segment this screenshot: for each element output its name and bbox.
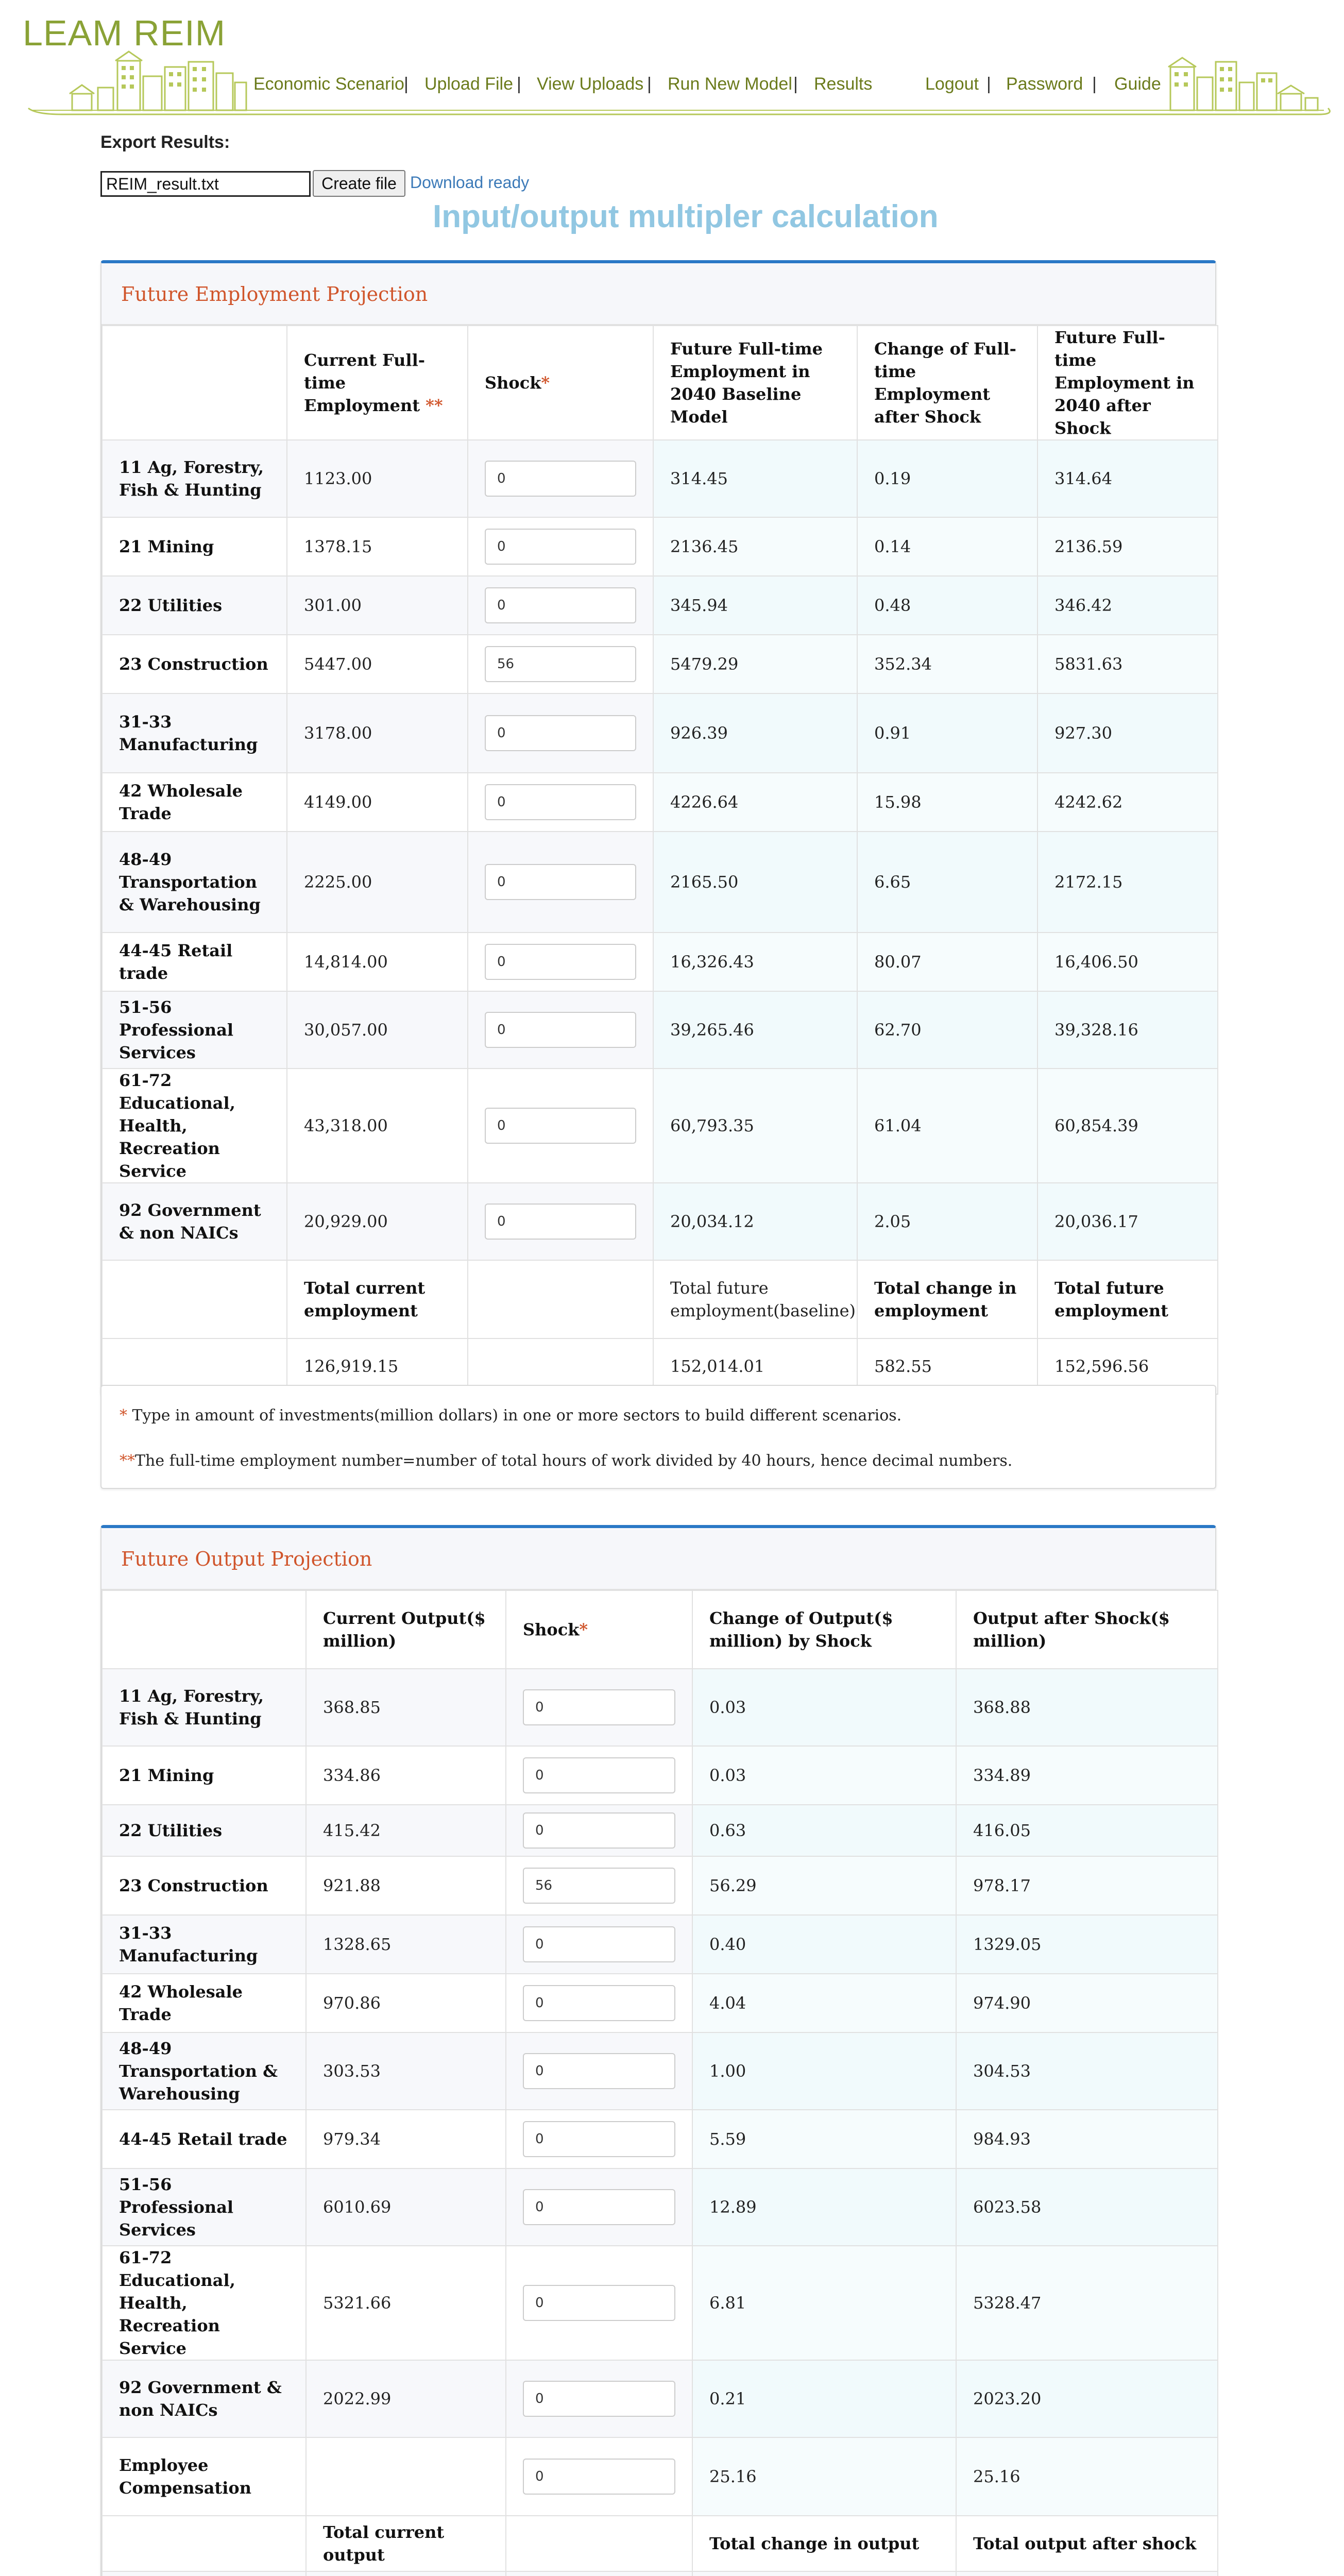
change-employment-value: 0.14 [857, 517, 1037, 576]
change-output-value: 0.40 [692, 1915, 956, 1974]
shock-cell [468, 635, 653, 693]
change-output-value: 5.59 [692, 2110, 956, 2168]
employment-panel-title: Future Employment Projection [101, 263, 1215, 325]
total-change-employment-label: Total change in employment [857, 1260, 1037, 1338]
shock-input[interactable] [485, 1204, 636, 1240]
shock-input[interactable] [485, 784, 636, 820]
table-row [102, 2437, 1218, 2516]
output-total-label-row [102, 2516, 1218, 2571]
current-employment-value: 14,814.00 [287, 933, 468, 991]
shock-input[interactable] [523, 1926, 675, 1962]
header-output-after-shock: Output after Shock($ million) [956, 1590, 1218, 1669]
shock-input[interactable] [523, 2053, 675, 2089]
sector-label: 11 Ag, Forestry, Fish & Hunting [102, 440, 287, 517]
table-row [102, 773, 1218, 832]
shock-cell [506, 2110, 692, 2168]
change-output-value: 25.16 [692, 2437, 956, 2516]
current-output-value: 368.85 [306, 1669, 506, 1746]
shock-input[interactable] [485, 646, 636, 682]
header-shock [468, 326, 653, 440]
shock-cell [506, 1915, 692, 1974]
table-row [102, 693, 1218, 773]
sector-label: 21 Mining [102, 1746, 306, 1805]
current-employment-value: 4149.00 [287, 773, 468, 832]
shock-input[interactable] [523, 1689, 675, 1725]
output-after-shock-value: 1329.05 [956, 1915, 1218, 1974]
baseline-employment-value: 345.94 [653, 576, 857, 635]
after-shock-employment-value: 346.42 [1037, 576, 1218, 635]
footnote-shock-text: Type in amount of investments(million dollars) in one or more sectors to build different scenarios. [132, 1406, 902, 1425]
after-shock-employment-value: 927.30 [1037, 693, 1218, 773]
sector-label: 44-45 Retail trade [102, 2110, 306, 2168]
sector-label: 51-56 Professional Services [102, 991, 287, 1069]
header-change-employment: Change of Full-time Employment after Shock [857, 326, 1037, 440]
baseline-employment-value: 60,793.35 [653, 1069, 857, 1183]
total-after-shock-employment-label: Total future employment [1037, 1260, 1218, 1338]
sector-label: 42 Wholesale Trade [102, 1974, 306, 2032]
table-row [102, 933, 1218, 991]
sector-label: 11 Ag, Forestry, Fish & Hunting [102, 1669, 306, 1746]
sector-label: 51-56 Professional Services [102, 2168, 306, 2246]
change-output-value: 1.00 [692, 2032, 956, 2110]
sector-label: 31-33 Manufacturing [102, 693, 287, 773]
sector-label: 21 Mining [102, 517, 287, 576]
change-employment-value: 352.34 [857, 635, 1037, 693]
current-employment-value: 30,057.00 [287, 991, 468, 1069]
baseline-employment-value: 2136.45 [653, 517, 857, 576]
empty-cell [506, 2571, 692, 2576]
shock-cell [506, 2437, 692, 2516]
empty-cell [102, 2571, 306, 2576]
shock-input[interactable] [485, 715, 636, 751]
employment-header-row [102, 326, 1218, 440]
table-row [102, 991, 1218, 1069]
empty-cell [102, 2516, 306, 2571]
table-row [102, 832, 1218, 933]
sector-label: 61-72 Educational, Health, Recreation Service [102, 1069, 287, 1183]
baseline-employment-value: 4226.64 [653, 773, 857, 832]
output-after-shock-value: 978.17 [956, 1856, 1218, 1915]
header-sector [102, 326, 287, 440]
total-change-output-value [692, 2571, 956, 2576]
output-after-shock-value: 6023.58 [956, 2168, 1218, 2246]
footnotes-panel [100, 1385, 1216, 1489]
shock-input[interactable] [523, 1757, 675, 1793]
after-shock-employment-value: 20,036.17 [1037, 1183, 1218, 1260]
shock-input[interactable] [523, 2189, 675, 2225]
shock-cell [506, 1746, 692, 1805]
sector-label: 92 Government & non NAICs [102, 1183, 287, 1260]
output-table [101, 1590, 1218, 2576]
output-after-shock-value: 368.88 [956, 1669, 1218, 1746]
export-results-label: Export Results: [100, 132, 230, 152]
empty-cell [102, 1260, 287, 1338]
change-employment-value: 80.07 [857, 933, 1037, 991]
change-output-value: 12.89 [692, 2168, 956, 2246]
shock-cell [468, 933, 653, 991]
empty-cell [506, 2516, 692, 2571]
after-shock-employment-value: 60,854.39 [1037, 1069, 1218, 1183]
sector-label: 22 Utilities [102, 576, 287, 635]
nav-results[interactable]: Results [814, 74, 873, 94]
table-row [102, 1915, 1218, 1974]
current-output-value: 415.42 [306, 1805, 506, 1856]
shock-input[interactable] [523, 1812, 675, 1849]
nav-separator: | [1092, 74, 1097, 94]
table-row [102, 576, 1218, 635]
current-output-value: 979.34 [306, 2110, 506, 2168]
nav-upload-file[interactable]: Upload File [424, 74, 513, 94]
output-after-shock-value: 334.89 [956, 1746, 1218, 1805]
double-asterisk-marker: ** [120, 1452, 135, 1470]
header-current-employment-label: Current Full-time Employment [304, 350, 426, 415]
current-output-value: 5321.66 [306, 2246, 506, 2360]
site-logo[interactable]: LEAM REIM [23, 13, 226, 53]
shock-input[interactable] [523, 2381, 675, 2417]
nav-separator: | [517, 74, 521, 94]
shock-cell [468, 576, 653, 635]
table-row [102, 2360, 1218, 2437]
current-output-value [306, 2437, 506, 2516]
after-shock-employment-value: 5831.63 [1037, 635, 1218, 693]
total-current-employment-value: 126,919.15 [287, 1338, 468, 1394]
total-current-employment-label: Total current employment [287, 1260, 468, 1338]
nav-password[interactable]: Password [1006, 74, 1083, 94]
change-employment-value: 61.04 [857, 1069, 1037, 1183]
header-shock-label: Shock [523, 1620, 580, 1639]
shock-input[interactable] [485, 1108, 636, 1144]
nav-view-uploads[interactable]: View Uploads [537, 74, 644, 94]
change-employment-value: 0.48 [857, 576, 1037, 635]
nav-separator: | [793, 74, 798, 94]
total-current-output-label: Total current output [306, 2516, 506, 2571]
asterisk-marker: * [579, 1620, 588, 1639]
change-output-value: 0.21 [692, 2360, 956, 2437]
nav-run-new-model[interactable]: Run New Model [668, 74, 792, 94]
total-baseline-employment-label: Total future employment(baseline) [653, 1260, 857, 1338]
shock-input[interactable] [523, 1868, 675, 1904]
shock-cell [468, 517, 653, 576]
employment-table [101, 325, 1218, 1395]
nav-economic-scenario[interactable]: Economic Scenario [253, 74, 404, 94]
footnote-employment [120, 1452, 1012, 1470]
shock-input[interactable] [523, 2121, 675, 2157]
output-after-shock-value: 416.05 [956, 1805, 1218, 1856]
sector-label: Employee Compensation [102, 2437, 306, 2516]
baseline-employment-value: 20,034.12 [653, 1183, 857, 1260]
change-output-value: 0.03 [692, 1746, 956, 1805]
table-row [102, 1805, 1218, 1856]
output-after-shock-value: 5328.47 [956, 2246, 1218, 2360]
shock-cell [506, 1669, 692, 1746]
sector-label: 48-49 Transportation & Warehousing [102, 2032, 306, 2110]
table-row [102, 440, 1218, 517]
total-current-output-value [306, 2571, 506, 2576]
empty-cell [468, 1260, 653, 1338]
current-employment-value: 1123.00 [287, 440, 468, 517]
shock-cell [468, 1183, 653, 1260]
page-title: Input/output multipler calculation [433, 199, 939, 234]
shock-input[interactable] [485, 864, 636, 900]
change-employment-value: 6.65 [857, 832, 1037, 933]
output-header-row [102, 1590, 1218, 1669]
shock-cell [468, 1069, 653, 1183]
current-employment-value: 301.00 [287, 576, 468, 635]
create-file-button[interactable]: Create file [313, 170, 405, 197]
table-row [102, 2032, 1218, 2110]
shock-cell [506, 2032, 692, 2110]
header-sector [102, 1590, 306, 1669]
shock-cell [468, 693, 653, 773]
nav-separator: | [647, 74, 652, 94]
baseline-employment-value: 314.45 [653, 440, 857, 517]
output-after-shock-value: 2023.20 [956, 2360, 1218, 2437]
total-change-employment-value: 582.55 [857, 1338, 1037, 1394]
sector-label: 44-45 Retail trade [102, 933, 287, 991]
shock-cell [506, 1805, 692, 1856]
current-employment-value: 5447.00 [287, 635, 468, 693]
shock-cell [468, 440, 653, 517]
table-row [102, 2168, 1218, 2246]
after-shock-employment-value: 16,406.50 [1037, 933, 1218, 991]
after-shock-employment-value: 4242.62 [1037, 773, 1218, 832]
output-after-shock-value: 974.90 [956, 1974, 1218, 2032]
shock-input[interactable] [523, 1985, 675, 2021]
change-output-value: 4.04 [692, 1974, 956, 2032]
double-asterisk-marker: ** [426, 396, 443, 415]
employment-total-label-row [102, 1260, 1218, 1338]
change-output-value: 6.81 [692, 2246, 956, 2360]
baseline-employment-value: 16,326.43 [653, 933, 857, 991]
employment-projection-panel [100, 260, 1216, 1396]
table-row [102, 635, 1218, 693]
sector-label: 48-49 Transportation & Warehousing [102, 832, 287, 933]
sector-label: 22 Utilities [102, 1805, 306, 1856]
change-employment-value: 62.70 [857, 991, 1037, 1069]
total-output-after-shock-label: Total output after shock [956, 2516, 1218, 2571]
sector-label: 42 Wholesale Trade [102, 773, 287, 832]
header-change-output: Change of Output($ million) by Shock [692, 1590, 956, 1669]
output-after-shock-value: 25.16 [956, 2437, 1218, 2516]
sector-label: 92 Government & non NAICs [102, 2360, 306, 2437]
change-output-value: 0.03 [692, 1669, 956, 1746]
current-employment-value: 2225.00 [287, 832, 468, 933]
after-shock-employment-value: 2172.15 [1037, 832, 1218, 933]
shock-input[interactable] [523, 2285, 675, 2321]
shock-input[interactable] [485, 461, 636, 497]
baseline-employment-value: 5479.29 [653, 635, 857, 693]
total-after-shock-employment-value: 152,596.56 [1037, 1338, 1218, 1394]
sector-label: 23 Construction [102, 1856, 306, 1915]
baseline-employment-value: 926.39 [653, 693, 857, 773]
footnote-shock [120, 1406, 901, 1425]
site-header [0, 0, 1344, 124]
shock-cell [468, 832, 653, 933]
table-row [102, 1974, 1218, 2032]
change-output-value: 56.29 [692, 1856, 956, 1915]
current-employment-value: 3178.00 [287, 693, 468, 773]
table-row [102, 1669, 1218, 1746]
header-shock-label: Shock [485, 373, 541, 393]
shock-input[interactable] [485, 944, 636, 980]
shock-cell [468, 773, 653, 832]
header-shock [506, 1590, 692, 1669]
current-employment-value: 43,318.00 [287, 1069, 468, 1183]
shock-cell [506, 2168, 692, 2246]
current-output-value: 921.88 [306, 1856, 506, 1915]
table-row [102, 2110, 1218, 2168]
shock-cell [468, 991, 653, 1069]
table-row [102, 1183, 1218, 1260]
table-row [102, 1856, 1218, 1915]
sector-label: 61-72 Educational, Health, Recreation Service [102, 2246, 306, 2360]
change-employment-value: 15.98 [857, 773, 1037, 832]
shock-cell [506, 1856, 692, 1915]
asterisk-marker: * [541, 373, 550, 393]
total-output-after-shock-value [956, 2571, 1218, 2576]
table-row [102, 1069, 1218, 1183]
nav-separator: | [404, 74, 409, 94]
current-output-value: 970.86 [306, 1974, 506, 2032]
table-row [102, 517, 1218, 576]
output-panel-title: Future Output Projection [101, 1528, 1215, 1590]
sector-label: 23 Construction [102, 635, 287, 693]
shock-cell [506, 2246, 692, 2360]
download-ready-link[interactable]: Download ready [410, 173, 530, 192]
nav-logout[interactable]: Logout [925, 74, 979, 94]
current-employment-value: 20,929.00 [287, 1183, 468, 1260]
header-current-employment [287, 326, 468, 440]
output-total-value-row [102, 2571, 1218, 2576]
shock-cell [506, 2360, 692, 2437]
shock-input[interactable] [485, 587, 636, 623]
baseline-employment-value: 2165.50 [653, 832, 857, 933]
export-filename-input[interactable] [100, 171, 311, 197]
total-baseline-employment-value: 152,014.01 [653, 1338, 857, 1394]
current-output-value: 303.53 [306, 2032, 506, 2110]
current-output-value: 6010.69 [306, 2168, 506, 2246]
change-employment-value: 0.91 [857, 693, 1037, 773]
after-shock-employment-value: 39,328.16 [1037, 991, 1218, 1069]
change-employment-value: 2.05 [857, 1183, 1037, 1260]
change-employment-value: 0.19 [857, 440, 1037, 517]
table-row [102, 1746, 1218, 1805]
change-output-value: 0.63 [692, 1805, 956, 1856]
output-after-shock-value: 984.93 [956, 2110, 1218, 2168]
output-projection-panel [100, 1525, 1216, 2576]
header-after-shock-employment: Future Full-time Employment in 2040 after Shock [1037, 326, 1218, 440]
header-current-output: Current Output($ million) [306, 1590, 506, 1669]
shock-input[interactable] [523, 2459, 675, 2495]
current-output-value: 2022.99 [306, 2360, 506, 2437]
shock-input[interactable] [485, 529, 636, 565]
nav-separator: | [986, 74, 991, 94]
header-baseline-employment: Future Full-time Employment in 2040 Baseline Model [653, 326, 857, 440]
after-shock-employment-value: 314.64 [1037, 440, 1218, 517]
after-shock-employment-value: 2136.59 [1037, 517, 1218, 576]
footnote-employment-text: The full-time employment number=number of total hours of work divided by 40 hours, hence decimal numbers. [135, 1452, 1013, 1470]
nav-guide[interactable]: Guide [1114, 74, 1161, 94]
table-row [102, 2246, 1218, 2360]
baseline-employment-value: 39,265.46 [653, 991, 857, 1069]
shock-cell [506, 1974, 692, 2032]
current-output-value: 1328.65 [306, 1915, 506, 1974]
total-change-output-label: Total change in output [692, 2516, 956, 2571]
current-output-value: 334.86 [306, 1746, 506, 1805]
asterisk-marker: * [120, 1406, 127, 1425]
sector-label: 31-33 Manufacturing [102, 1915, 306, 1974]
output-after-shock-value: 304.53 [956, 2032, 1218, 2110]
current-employment-value: 1378.15 [287, 517, 468, 576]
shock-input[interactable] [485, 1012, 636, 1048]
